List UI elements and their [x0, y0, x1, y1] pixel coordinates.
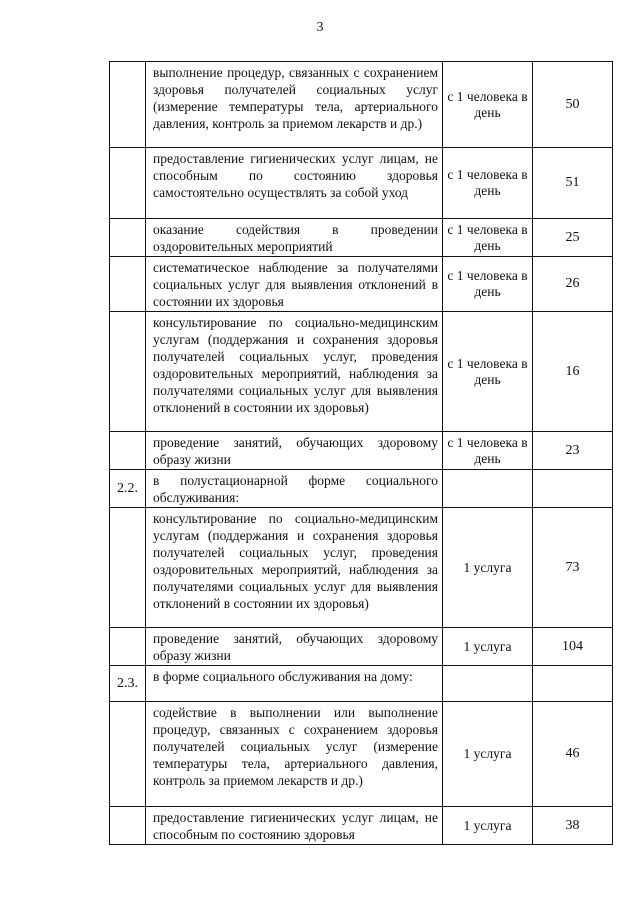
table-row [110, 148, 613, 219]
table-row [110, 508, 613, 628]
unit-of-measure [443, 666, 533, 702]
unit-of-measure: с 1 человека в день [443, 62, 533, 148]
service-description: предоставление гигиенических услуг лицам, не способным по состоянию здоровья [146, 807, 443, 845]
service-value: 51 [533, 148, 613, 219]
service-description: оказание содействия в проведении оздоровительных мероприятий [146, 219, 443, 257]
service-value: 16 [533, 312, 613, 432]
section-number: 2.3. [110, 666, 146, 702]
unit-of-measure: с 1 человека в день [443, 257, 533, 312]
service-description: консультирование по социально-медицинским услугам (поддержания и сохранения здоровья получателей социальных услуг, проведения оздоровительных мероприятий, наблюдения за получателями социальных услуг для выявления отклонений в состоянии их здоровья) [146, 508, 443, 628]
row-number [110, 628, 146, 666]
unit-of-measure: 1 услуга [443, 628, 533, 666]
service-value [533, 470, 613, 508]
section-title: в форме социального обслуживания на дому: [146, 666, 443, 702]
row-number [110, 219, 146, 257]
table-row [110, 257, 613, 312]
section-title: в полустационарной форме социального обслуживания: [146, 470, 443, 508]
service-value: 23 [533, 432, 613, 470]
service-description: проведение занятий, обучающих здоровому образу жизни [146, 628, 443, 666]
service-description: проведение занятий, обучающих здоровому образу жизни [146, 432, 443, 470]
section-row [110, 666, 613, 702]
unit-of-measure: 1 услуга [443, 807, 533, 845]
unit-of-measure: с 1 человека в день [443, 432, 533, 470]
unit-of-measure: с 1 человека в день [443, 312, 533, 432]
table-row [110, 219, 613, 257]
service-description: систематическое наблюдение за получателями социальных услуг для выявления отклонений в состоянии их здоровья [146, 257, 443, 312]
row-number [110, 148, 146, 219]
page-number: 3 [316, 20, 324, 35]
service-description: выполнение процедур, связанных с сохранением здоровья получателей социальных услуг (измерение температуры тела, артериального давления, контроль за приемом лекарств и др.) [146, 62, 443, 148]
section-row [110, 470, 613, 508]
row-number [110, 62, 146, 148]
service-value: 104 [533, 628, 613, 666]
row-number [110, 312, 146, 432]
unit-of-measure: с 1 человека в день [443, 148, 533, 219]
service-value: 38 [533, 807, 613, 845]
service-value: 46 [533, 702, 613, 807]
table-row [110, 628, 613, 666]
unit-of-measure [443, 470, 533, 508]
table-row [110, 312, 613, 432]
table-row [110, 807, 613, 845]
service-description: предоставление гигиенических услуг лицам, не способным по состоянию здоровья самостоятельно осуществлять за собой уход [146, 148, 443, 219]
unit-of-measure: с 1 человека в день [443, 219, 533, 257]
service-value: 73 [533, 508, 613, 628]
table-row [110, 702, 613, 807]
row-number [110, 702, 146, 807]
row-number [110, 807, 146, 845]
service-description: содействие в выполнении или выполнение процедур, связанных с сохранением здоровья получателей социальных услуг (измерение температуры тела, артериального давления, контроль за приемом лекарств и др.) [146, 702, 443, 807]
unit-of-measure: 1 услуга [443, 508, 533, 628]
section-number: 2.2. [110, 470, 146, 508]
services-table [109, 61, 613, 845]
service-description: консультирование по социально-медицинским услугам (поддержания и сохранения здоровья получателей социальных услуг, проведения оздоровительных мероприятий, наблюдения за получателями социальных услуг для выявления отклонений в состоянии их здоровья) [146, 312, 443, 432]
service-value: 50 [533, 62, 613, 148]
unit-of-measure: 1 услуга [443, 702, 533, 807]
row-number [110, 508, 146, 628]
service-value: 26 [533, 257, 613, 312]
service-value [533, 666, 613, 702]
table-row [110, 62, 613, 148]
row-number [110, 257, 146, 312]
service-value: 25 [533, 219, 613, 257]
table-row [110, 432, 613, 470]
row-number [110, 432, 146, 470]
